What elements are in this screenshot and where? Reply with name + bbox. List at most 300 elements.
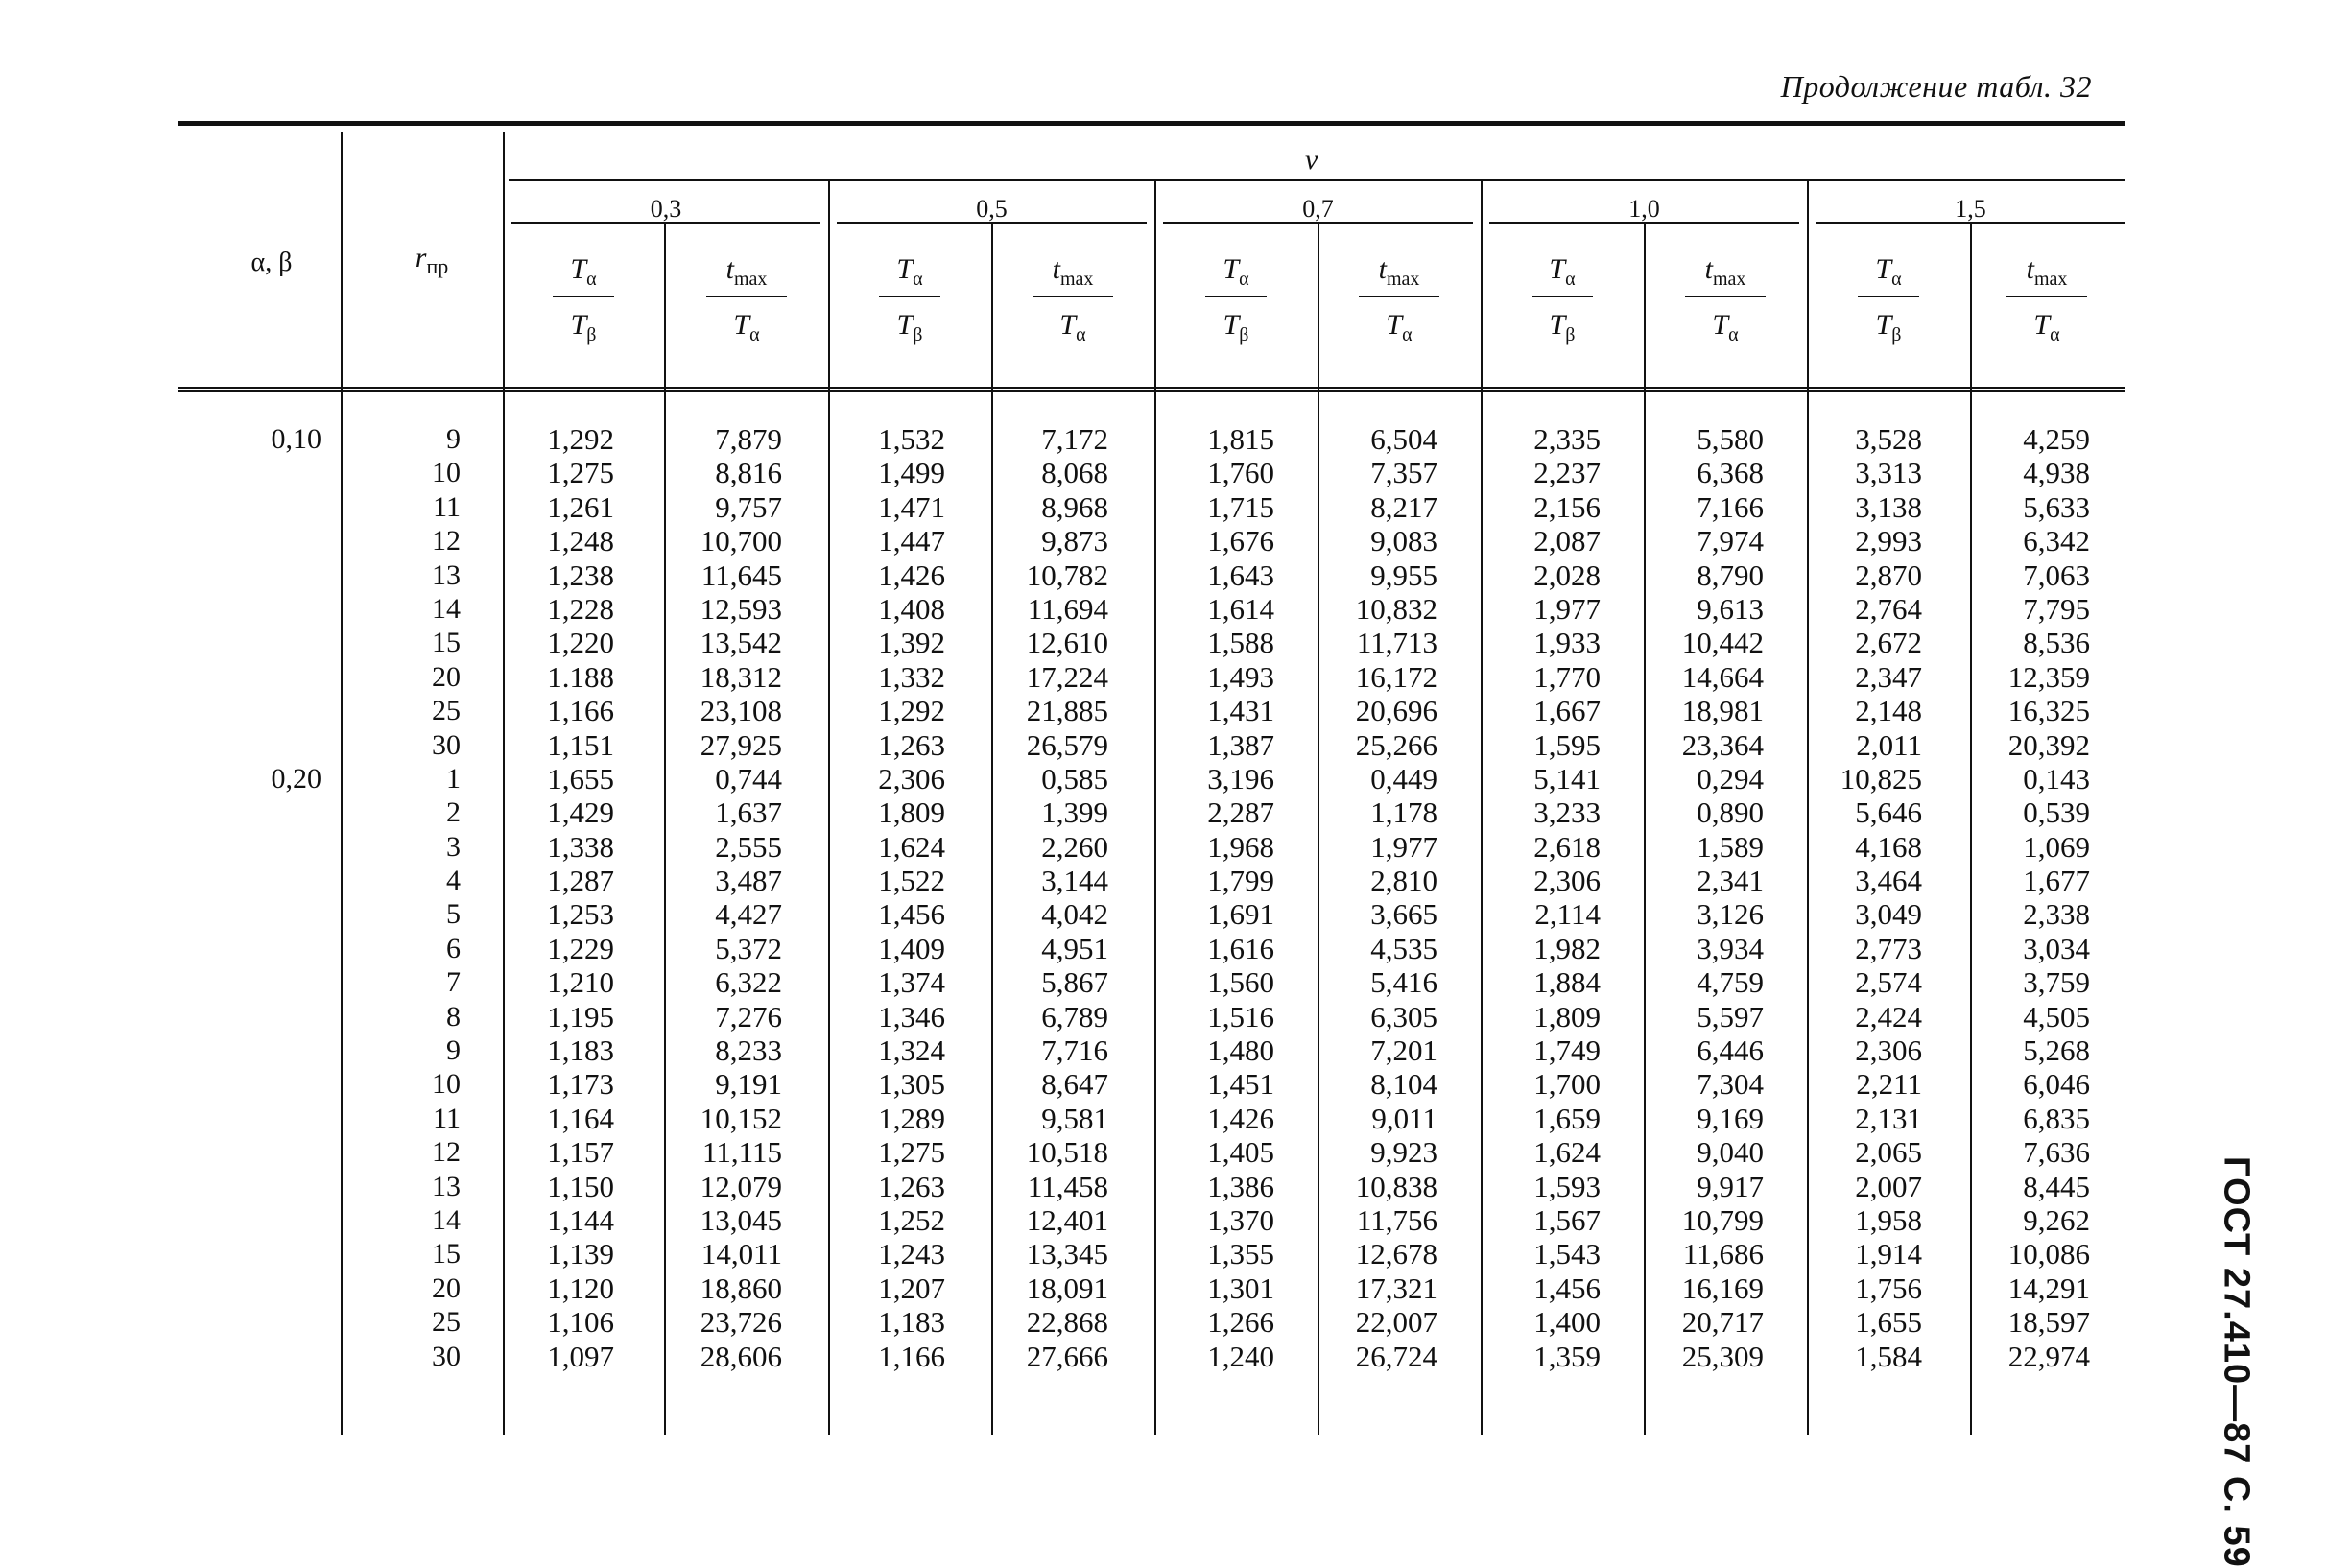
table-cell: 1,958 bbox=[1855, 1202, 1922, 1237]
table-cell: 1,614 bbox=[1207, 591, 1274, 626]
table-cell: 1,429 bbox=[547, 796, 614, 830]
ratio-denominator: $T_\alpha$ bbox=[1059, 309, 1086, 345]
table-cell: 6,046 bbox=[2023, 1067, 2090, 1102]
alpha-beta-value: 0,10 bbox=[271, 423, 321, 455]
table-cell: 1,770 bbox=[1533, 659, 1601, 694]
table-cell: 1,815 bbox=[1207, 422, 1274, 456]
table-cell: 1,655 bbox=[547, 761, 614, 796]
table-cell: 2,287 bbox=[1207, 796, 1274, 830]
table-cell: 9,011 bbox=[1371, 1101, 1437, 1135]
table-cell: 20,696 bbox=[1355, 694, 1437, 728]
table-cell: 1,624 bbox=[878, 829, 945, 864]
ratio-header-tmax-t-alpha bbox=[699, 249, 795, 345]
table-cell: 1,691 bbox=[1207, 897, 1274, 932]
table-cell: 27,925 bbox=[700, 727, 782, 762]
ratio-header-tmax-t-alpha bbox=[1351, 249, 1447, 345]
table-cell: 2,335 bbox=[1533, 422, 1601, 456]
table-cell: 2,341 bbox=[1697, 864, 1764, 898]
ratio-numerator: $t_{max}$ bbox=[1704, 253, 1746, 290]
table-cell: 1,305 bbox=[878, 1067, 945, 1102]
table-cell: 1,567 bbox=[1533, 1202, 1601, 1237]
table-cell: 23,726 bbox=[700, 1305, 782, 1340]
table-cell: 1,715 bbox=[1207, 489, 1274, 524]
table-cell: 1,676 bbox=[1207, 524, 1274, 558]
ratio-denominator: $T_\beta$ bbox=[570, 309, 597, 345]
table-cell: 4,259 bbox=[2023, 422, 2090, 456]
table-cell: 1,150 bbox=[547, 1169, 614, 1203]
table-cell: 7,716 bbox=[1041, 1033, 1108, 1068]
table-cell: 20,717 bbox=[1681, 1305, 1764, 1340]
table-cell: 7,795 bbox=[2023, 591, 2090, 626]
fraction-bar bbox=[1532, 296, 1593, 297]
table-cell: 4,535 bbox=[1370, 931, 1437, 965]
table-cell: 11,713 bbox=[1356, 626, 1437, 660]
table-cell: 16,169 bbox=[1681, 1271, 1764, 1305]
table-cell: 2,148 bbox=[1855, 694, 1922, 728]
table-cell: 7,166 bbox=[1697, 489, 1764, 524]
data-column bbox=[657, 422, 782, 1373]
table-cell: 1,359 bbox=[1533, 1339, 1601, 1373]
table-cell: 1,933 bbox=[1533, 626, 1601, 660]
table-cell: 1,387 bbox=[1207, 727, 1274, 762]
table-cell: 1,252 bbox=[878, 1202, 945, 1237]
table-cell: 7,172 bbox=[1041, 422, 1108, 456]
table-cell: 2,306 bbox=[1533, 864, 1601, 898]
table-cell: 7,879 bbox=[715, 422, 782, 456]
data-column bbox=[489, 422, 614, 1373]
table-cell: 1,207 bbox=[878, 1271, 945, 1305]
table-cell: 1,292 bbox=[547, 422, 614, 456]
table-cell: 11,686 bbox=[1682, 1237, 1764, 1271]
table-cell: 7,276 bbox=[715, 999, 782, 1033]
table-cell: 2,237 bbox=[1533, 456, 1601, 490]
table-cell: 10,832 bbox=[1355, 591, 1437, 626]
table-cell: 0,585 bbox=[1041, 761, 1108, 796]
table-cell: 2,773 bbox=[1855, 931, 1922, 965]
fraction-bar bbox=[1858, 296, 1919, 297]
table-cell: 1,584 bbox=[1855, 1339, 1922, 1373]
table-cell: 6,305 bbox=[1370, 999, 1437, 1033]
table-cell: 2,555 bbox=[715, 829, 782, 864]
table-cell: 1,593 bbox=[1533, 1169, 1601, 1203]
table-cell: 1,263 bbox=[878, 1169, 945, 1203]
table-cell: 9,955 bbox=[1370, 558, 1437, 592]
table-cell: 10,838 bbox=[1355, 1169, 1437, 1203]
table-cell: 15 bbox=[432, 1238, 461, 1271]
table-cell: 1,677 bbox=[2023, 864, 2090, 898]
table-cell: 1,370 bbox=[1207, 1202, 1274, 1237]
table-cell: 1,399 bbox=[1041, 796, 1108, 830]
table-cell: 13 bbox=[432, 1170, 461, 1202]
ratio-numerator: $t_{max}$ bbox=[2026, 253, 2068, 290]
ratio-header-tmax-t-alpha bbox=[1999, 249, 2095, 345]
table-cell: 1,667 bbox=[1533, 694, 1601, 728]
table-cell: 1,210 bbox=[547, 965, 614, 1000]
table-cell: 14,291 bbox=[2007, 1271, 2090, 1305]
table-cell: 21,885 bbox=[1026, 694, 1108, 728]
table-cell: 12,610 bbox=[1026, 626, 1108, 660]
table-cell: 7,304 bbox=[1697, 1067, 1764, 1102]
table-cell: 2 bbox=[446, 796, 461, 829]
ratio-denominator: $T_\alpha$ bbox=[1712, 309, 1739, 345]
table-cell: 15 bbox=[432, 627, 461, 659]
table-cell: 5 bbox=[446, 898, 461, 931]
table-cell: 1,069 bbox=[2023, 829, 2090, 864]
ratio-denominator: $T_\beta$ bbox=[1875, 309, 1902, 345]
table-cell: 7,974 bbox=[1697, 524, 1764, 558]
table-cell: 12,678 bbox=[1355, 1237, 1437, 1271]
table-cell: 6,322 bbox=[715, 965, 782, 1000]
table-cell: 11,458 bbox=[1027, 1169, 1108, 1203]
table-cell: 3,665 bbox=[1370, 897, 1437, 932]
table-cell: 18,091 bbox=[1026, 1271, 1108, 1305]
table-cell: 1,616 bbox=[1207, 931, 1274, 965]
table-cell: 1,287 bbox=[547, 864, 614, 898]
data-column bbox=[1313, 422, 1437, 1373]
table-cell: 2,156 bbox=[1533, 489, 1601, 524]
table-cell: 4,042 bbox=[1041, 897, 1108, 932]
fraction-bar bbox=[1359, 296, 1439, 297]
table-cell: 1,243 bbox=[878, 1237, 945, 1271]
table-cell: 1 bbox=[446, 762, 461, 795]
ratio-numerator: $T_\alpha$ bbox=[570, 253, 597, 290]
table-cell: 3,034 bbox=[2023, 931, 2090, 965]
table-cell: 1,400 bbox=[1533, 1305, 1601, 1340]
data-column bbox=[1797, 422, 1922, 1373]
table-cell: 9,923 bbox=[1370, 1135, 1437, 1170]
table-cell: 11,115 bbox=[702, 1135, 782, 1170]
table-cell: 5,597 bbox=[1697, 999, 1764, 1033]
table-cell: 1,431 bbox=[1207, 694, 1274, 728]
table-cell: 9,873 bbox=[1041, 524, 1108, 558]
table-cell: 2,306 bbox=[878, 761, 945, 796]
data-column bbox=[1965, 422, 2090, 1373]
table-cell: 25,309 bbox=[1681, 1339, 1764, 1373]
table-cell: 20 bbox=[432, 660, 461, 693]
table-cell: 1,624 bbox=[1533, 1135, 1601, 1170]
table-cell: 2,672 bbox=[1855, 626, 1922, 660]
table-cell: 16,172 bbox=[1355, 659, 1437, 694]
table-cell: 1,173 bbox=[547, 1067, 614, 1102]
table-cell: 8,445 bbox=[2023, 1169, 2090, 1203]
ratio-header-t-alpha-t-beta bbox=[535, 249, 631, 345]
table-cell: 3,196 bbox=[1207, 761, 1274, 796]
table-cell: 8,104 bbox=[1370, 1067, 1437, 1102]
v-group-rule bbox=[509, 179, 2125, 181]
table-cell: 25 bbox=[432, 1306, 461, 1339]
table-cell: 10,799 bbox=[1681, 1202, 1764, 1237]
table-cell: 5,416 bbox=[1370, 965, 1437, 1000]
table-cell: 1,120 bbox=[547, 1271, 614, 1305]
table-cell: 4,427 bbox=[715, 897, 782, 932]
table-cell: 16,325 bbox=[2007, 694, 2090, 728]
table-cell: 5,867 bbox=[1041, 965, 1108, 1000]
table-cell: 1,589 bbox=[1697, 829, 1764, 864]
table-cell: 6,789 bbox=[1041, 999, 1108, 1033]
table-cell: 1,426 bbox=[878, 558, 945, 592]
table-cell: 1,799 bbox=[1207, 864, 1274, 898]
table-cell: 3,138 bbox=[1855, 489, 1922, 524]
table-cell: 1,166 bbox=[547, 694, 614, 728]
ratio-denominator: $T_\alpha$ bbox=[2033, 309, 2060, 345]
alpha-beta-header: α, β bbox=[250, 248, 293, 277]
table-cell: 4,168 bbox=[1855, 829, 1922, 864]
table-cell: 18,981 bbox=[1681, 694, 1764, 728]
table-cell: 1,532 bbox=[878, 422, 945, 456]
table-cell: 1,275 bbox=[878, 1135, 945, 1170]
table-cell: 9 bbox=[446, 423, 461, 455]
table-cell: 4 bbox=[446, 865, 461, 897]
table-cell: 6,368 bbox=[1697, 456, 1764, 490]
table-cell: 13,345 bbox=[1026, 1237, 1108, 1271]
table-cell: 23,364 bbox=[1681, 727, 1764, 762]
table-cell: 2,424 bbox=[1855, 999, 1922, 1033]
table-cell: 2,011 bbox=[1856, 727, 1922, 762]
table-cell: 22,868 bbox=[1026, 1305, 1108, 1340]
table-cell: 1,324 bbox=[878, 1033, 945, 1068]
table-cell: 13,542 bbox=[700, 626, 782, 660]
ratio-numerator: $T_\alpha$ bbox=[1223, 253, 1249, 290]
v-header: v bbox=[1305, 144, 1318, 176]
table-cell: 5,372 bbox=[715, 931, 782, 965]
ratio-denominator: $T_\beta$ bbox=[896, 309, 923, 345]
table-cell: 1,914 bbox=[1855, 1237, 1922, 1271]
table-cell: 14 bbox=[432, 1203, 461, 1236]
ratio-header-t-alpha-t-beta bbox=[862, 249, 958, 345]
table-cell: 10,518 bbox=[1026, 1135, 1108, 1170]
table-cell: 10,825 bbox=[1840, 761, 1922, 796]
data-column bbox=[1150, 422, 1274, 1373]
table-cell: 1,292 bbox=[878, 694, 945, 728]
table-cell: 2,810 bbox=[1370, 864, 1437, 898]
table-cell: 2,087 bbox=[1533, 524, 1601, 558]
table-cell: 5,141 bbox=[1533, 761, 1601, 796]
v-group-label: 1,5 bbox=[1955, 195, 1986, 223]
table-cell: 2,260 bbox=[1041, 829, 1108, 864]
table-cell: 1,655 bbox=[1855, 1305, 1922, 1340]
table-cell: 5,633 bbox=[2023, 489, 2090, 524]
table-cell: 0,744 bbox=[715, 761, 782, 796]
table-cell: 1,355 bbox=[1207, 1237, 1274, 1271]
table-cell: 11 bbox=[433, 490, 461, 523]
data-column bbox=[984, 422, 1108, 1373]
table-cell: 2,347 bbox=[1855, 659, 1922, 694]
r-header: $r_{пр}$ bbox=[415, 242, 449, 278]
table-cell: 2,574 bbox=[1855, 965, 1922, 1000]
table-cell: 1,499 bbox=[878, 456, 945, 490]
table-cell: 2,618 bbox=[1533, 829, 1601, 864]
table-cell: 1,157 bbox=[547, 1135, 614, 1170]
ratio-numerator: $t_{max}$ bbox=[1052, 253, 1094, 290]
table-cell: 0,539 bbox=[2023, 796, 2090, 830]
table-cell: 22,007 bbox=[1355, 1305, 1437, 1340]
table-cell: 9 bbox=[446, 1034, 461, 1067]
table-cell: 1,659 bbox=[1533, 1101, 1601, 1135]
table-cell: 1,166 bbox=[878, 1339, 945, 1373]
table-cell: 1,977 bbox=[1533, 591, 1601, 626]
table-cell: 1,228 bbox=[547, 591, 614, 626]
table-cell: 1.188 bbox=[547, 659, 614, 694]
table-cell: 1,151 bbox=[547, 727, 614, 762]
fraction-bar bbox=[1685, 296, 1766, 297]
table-top-rule bbox=[178, 121, 2125, 126]
table-cell: 1,522 bbox=[878, 864, 945, 898]
table-cell: 1,275 bbox=[547, 456, 614, 490]
table-cell: 1,346 bbox=[878, 999, 945, 1033]
table-cell: 10,152 bbox=[700, 1101, 782, 1135]
ratio-denominator: $T_\beta$ bbox=[1223, 309, 1249, 345]
table-cell: 12,401 bbox=[1026, 1202, 1108, 1237]
table-cell: 13 bbox=[432, 558, 461, 591]
table-cell: 27,666 bbox=[1026, 1339, 1108, 1373]
document-code-label: ГОСТ 27.410—87 С. 59 bbox=[2216, 1156, 2257, 1568]
table-cell: 1,543 bbox=[1533, 1237, 1601, 1271]
table-cell: 14 bbox=[432, 592, 461, 625]
table-cell: 9,169 bbox=[1697, 1101, 1764, 1135]
table-cell: 17,224 bbox=[1026, 659, 1108, 694]
table-cell: 1,405 bbox=[1207, 1135, 1274, 1170]
table-cell: 1,289 bbox=[878, 1101, 945, 1135]
table-cell: 26,724 bbox=[1355, 1339, 1437, 1373]
table-cell: 3,313 bbox=[1855, 456, 1922, 490]
table-cell: 0,143 bbox=[2023, 761, 2090, 796]
table-cell: 14,664 bbox=[1681, 659, 1764, 694]
table-cell: 8,816 bbox=[715, 456, 782, 490]
table-cell: 30 bbox=[432, 728, 461, 761]
table-cell: 1,164 bbox=[547, 1101, 614, 1135]
table-cell: 1,106 bbox=[547, 1305, 614, 1340]
table-cell: 1,884 bbox=[1533, 965, 1601, 1000]
table-cell: 1,301 bbox=[1207, 1271, 1274, 1305]
table-cell: 2,007 bbox=[1855, 1169, 1922, 1203]
table-cell: 2,764 bbox=[1855, 591, 1922, 626]
table-cell: 6,342 bbox=[2023, 524, 2090, 558]
table-cell: 3,049 bbox=[1855, 897, 1922, 932]
table-cell: 9,262 bbox=[2023, 1202, 2090, 1237]
table-cell: 9,083 bbox=[1370, 524, 1437, 558]
table-cell: 1,253 bbox=[547, 897, 614, 932]
table-cell: 7 bbox=[446, 966, 461, 999]
fraction-bar bbox=[2006, 296, 2087, 297]
table-cell: 12,593 bbox=[700, 591, 782, 626]
table-cell: 1,493 bbox=[1207, 659, 1274, 694]
table-cell: 8,968 bbox=[1041, 489, 1108, 524]
alpha-beta-value: 0,20 bbox=[271, 763, 321, 795]
table-cell: 1,178 bbox=[1370, 796, 1437, 830]
table-header-rule bbox=[178, 387, 2125, 392]
table-cell: 3,759 bbox=[2023, 965, 2090, 1000]
table-cell: 1,238 bbox=[547, 558, 614, 592]
table-cell: 28,606 bbox=[700, 1339, 782, 1373]
table-cell: 4,505 bbox=[2023, 999, 2090, 1033]
table-cell: 18,312 bbox=[700, 659, 782, 694]
table-cell: 1,248 bbox=[547, 524, 614, 558]
table-cell: 1,480 bbox=[1207, 1033, 1274, 1068]
table-cell: 1,756 bbox=[1855, 1271, 1922, 1305]
table-cell: 1,643 bbox=[1207, 558, 1274, 592]
ratio-header-tmax-t-alpha bbox=[1025, 249, 1121, 345]
table-cell: 1,386 bbox=[1207, 1169, 1274, 1203]
continuation-caption: Продолжение табл. 32 bbox=[1780, 69, 2092, 104]
data-column bbox=[820, 422, 945, 1373]
table-cell: 2,114 bbox=[1534, 897, 1601, 932]
table-cell: 1,749 bbox=[1533, 1033, 1601, 1068]
table-cell: 1,809 bbox=[1533, 999, 1601, 1033]
table-cell: 10 bbox=[432, 1068, 461, 1101]
table-cell: 3,528 bbox=[1855, 422, 1922, 456]
table-cell: 12 bbox=[432, 525, 461, 558]
table-cell: 30 bbox=[432, 1340, 461, 1372]
table-cell: 9,613 bbox=[1697, 591, 1764, 626]
v-group-label: 0,7 bbox=[1302, 195, 1334, 223]
table-cell: 25 bbox=[432, 695, 461, 727]
table-cell: 10 bbox=[432, 457, 461, 489]
ratio-header-tmax-t-alpha bbox=[1677, 249, 1773, 345]
table-cell: 1,977 bbox=[1370, 829, 1437, 864]
table-cell: 7,636 bbox=[2023, 1135, 2090, 1170]
table-cell: 11,694 bbox=[1027, 591, 1108, 626]
table-cell: 4,938 bbox=[2023, 456, 2090, 490]
table-cell: 1,332 bbox=[878, 659, 945, 694]
table-cell: 20 bbox=[432, 1271, 461, 1304]
table-cell: 14,011 bbox=[700, 1237, 782, 1271]
ratio-numerator: $t_{max}$ bbox=[725, 253, 768, 290]
table-cell: 1,637 bbox=[715, 796, 782, 830]
table-cell: 11,645 bbox=[700, 558, 782, 592]
table-cell: 1,456 bbox=[878, 897, 945, 932]
fraction-bar bbox=[553, 296, 614, 297]
table-cell: 8,647 bbox=[1041, 1067, 1108, 1102]
table-cell: 1,144 bbox=[547, 1202, 614, 1237]
ratio-denominator: $T_\beta$ bbox=[1549, 309, 1576, 345]
table-cell: 23,108 bbox=[700, 694, 782, 728]
fraction-bar bbox=[879, 296, 940, 297]
table-cell: 1,229 bbox=[547, 931, 614, 965]
table-cell: 2,993 bbox=[1855, 524, 1922, 558]
table-cell: 5,268 bbox=[2023, 1033, 2090, 1068]
table-cell: 1,426 bbox=[1207, 1101, 1274, 1135]
table-cell: 12,359 bbox=[2007, 659, 2090, 694]
table-cell: 0,449 bbox=[1370, 761, 1437, 796]
table-cell: 1,982 bbox=[1533, 931, 1601, 965]
table-cell: 2,306 bbox=[1855, 1033, 1922, 1068]
table-cell: 6 bbox=[446, 932, 461, 964]
table-cell: 11,756 bbox=[1356, 1202, 1437, 1237]
table-cell: 10,782 bbox=[1026, 558, 1108, 592]
fraction-bar bbox=[1033, 296, 1113, 297]
table-cell: 8,233 bbox=[715, 1033, 782, 1068]
table-cell: 1,968 bbox=[1207, 829, 1274, 864]
data-column bbox=[1476, 422, 1601, 1373]
table-cell: 6,446 bbox=[1697, 1033, 1764, 1068]
r-column bbox=[365, 422, 461, 1373]
table-cell: 1,409 bbox=[878, 931, 945, 965]
table-cell: 2,131 bbox=[1855, 1101, 1922, 1135]
table-cell: 20,392 bbox=[2007, 727, 2090, 762]
data-column bbox=[1639, 422, 1764, 1373]
table-cell: 3,464 bbox=[1855, 864, 1922, 898]
ratio-numerator: $T_\alpha$ bbox=[896, 253, 923, 290]
table-cell: 9,040 bbox=[1697, 1135, 1764, 1170]
table-cell: 10,086 bbox=[2007, 1237, 2090, 1271]
ratio-header-t-alpha-t-beta bbox=[1188, 249, 1284, 345]
v-group-label: 0,5 bbox=[976, 195, 1008, 223]
table-cell: 1,240 bbox=[1207, 1339, 1274, 1373]
table-cell: 10,700 bbox=[700, 524, 782, 558]
ratio-numerator: $t_{max}$ bbox=[1378, 253, 1420, 290]
table-cell: 1,456 bbox=[1533, 1271, 1601, 1305]
table-cell: 3,233 bbox=[1533, 796, 1601, 830]
